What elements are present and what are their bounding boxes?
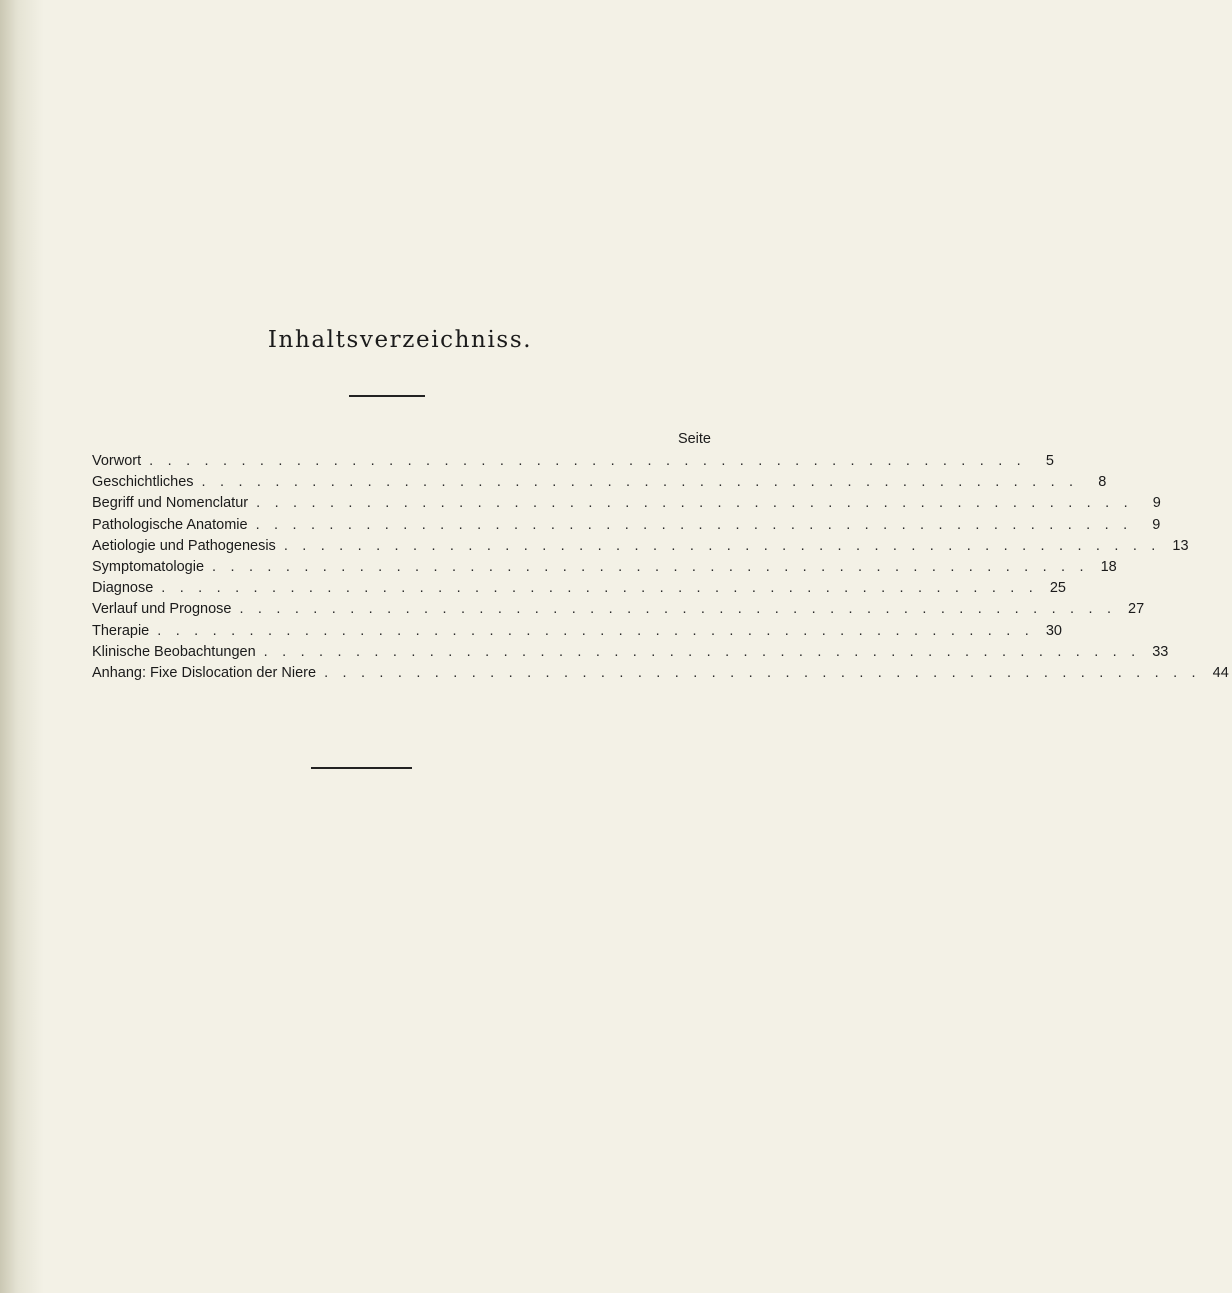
toc-leader-dots: . . . . . . . . . . . . . . . . . . . . . . . . . . . . . . . . . . . . . . . . . . . . . . . . <box>239 601 1117 618</box>
toc-entry <box>92 622 1062 644</box>
toc-entry-page: 5 <box>1045 453 1054 469</box>
toc-entry-page: 9 <box>1152 516 1161 533</box>
toc-entry-title: Symptomatologie <box>92 558 205 575</box>
toc-entry-title: Therapie <box>92 622 150 639</box>
toc-leader-dots: . . . . . . . . . . . . . . . . . . . . . . . . . . . . . . . . . . . . . . . . . . . . . . . . <box>212 558 1089 575</box>
toc-entry-title: Anhang: Fixe Dislocation der Niere <box>92 664 317 681</box>
table-of-contents <box>92 453 1229 686</box>
toc-leader-dots: . . . . . . . . . . . . . . . . . . . . . . . . . . . . . . . . . . . . . . . . . . . . . . . . <box>201 474 1079 491</box>
toc-entry-page: 13 <box>1172 537 1189 554</box>
toc-leader-dots: . . . . . . . . . . . . . . . . . . . . . . . . . . . . . . . . . . . . . . . . . . . . . . . . <box>149 453 1026 469</box>
title-divider <box>349 395 425 397</box>
page-title: Inhaltsverzeichniss. <box>267 327 533 354</box>
toc-entry <box>92 580 1066 601</box>
toc-entry <box>92 537 1189 559</box>
toc-entry-title: Verlauf und Prognose <box>92 601 232 618</box>
toc-leader-dots: . . . . . . . . . . . . . . . . . . . . . . . . . . . . . . . . . . . . . . . . . . . . . . . . <box>161 580 1038 597</box>
toc-leader-dots: . . . . . . . . . . . . . . . . . . . . . . . . . . . . . . . . . . . . . . . . . . . . . . . . <box>256 495 1133 512</box>
toc-entry <box>92 601 1145 622</box>
toc-entry-page: 27 <box>1128 601 1145 618</box>
toc-leader-dots: . . . . . . . . . . . . . . . . . . . . . . . . . . . . . . . . . . . . . . . . . . . . . . . . <box>283 537 1161 554</box>
toc-entry-page: 30 <box>1045 622 1062 639</box>
page-column-header: Seite <box>677 431 711 447</box>
toc-entry <box>92 643 1169 665</box>
toc-leader-dots: . . . . . . . . . . . . . . . . . . . . . . . . . . . . . . . . . . . . . . . . . . . . . . . . <box>157 622 1034 639</box>
toc-entry-title: Geschichtliches <box>92 474 194 491</box>
toc-entry-page: 44 <box>1212 664 1229 681</box>
toc-leader-dots: . . . . . . . . . . . . . . . . . . . . . . . . . . . . . . . . . . . . . . . . . . . . . . . . <box>255 516 1133 533</box>
toc-entry <box>92 495 1161 516</box>
end-divider <box>311 767 412 769</box>
toc-entry-title: Klinische Beobachtungen <box>92 643 256 660</box>
toc-entry-page: 33 <box>1152 643 1169 660</box>
toc-entry-title: Vorwort <box>92 453 142 469</box>
toc-entry <box>92 474 1107 495</box>
page-gutter-shadow <box>0 0 44 1293</box>
toc-entry-title: Aetiologie und Pathogenesis <box>92 537 276 554</box>
toc-leader-dots: . . . . . . . . . . . . . . . . . . . . . . . . . . . . . . . . . . . . . . . . . . . . . . . . <box>324 664 1201 681</box>
toc-leader-dots: . . . . . . . . . . . . . . . . . . . . . . . . . . . . . . . . . . . . . . . . . . . . . . . . <box>263 643 1141 660</box>
toc-entry <box>92 664 1229 686</box>
toc-entry-page: 25 <box>1049 580 1066 597</box>
toc-entry-page: 8 <box>1098 474 1107 491</box>
toc-entry-title: Begriff und Nomenclatur <box>92 495 249 512</box>
toc-entry-page: 18 <box>1100 558 1117 575</box>
toc-entry <box>92 558 1117 580</box>
toc-entry-title: Pathologische Anatomie <box>92 516 248 533</box>
toc-entry-page: 9 <box>1152 495 1161 512</box>
toc-entry-title: Diagnose <box>92 580 154 597</box>
toc-entry <box>92 516 1161 538</box>
toc-entry <box>92 453 1054 474</box>
